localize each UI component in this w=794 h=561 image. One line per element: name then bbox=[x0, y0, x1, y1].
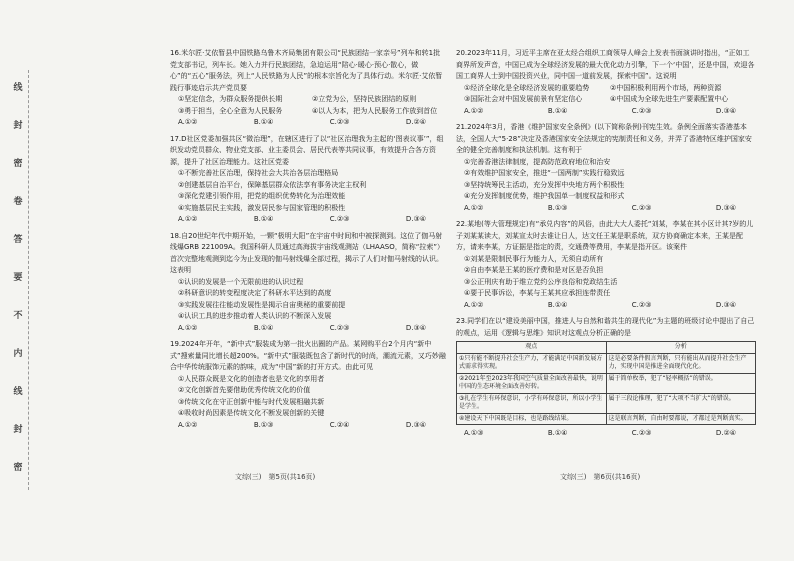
statement: ①人民群众既是文化的创造者也是文化的享用者 bbox=[178, 374, 325, 383]
statement: ③国际社会对中国发展前景有坚定信心 bbox=[464, 95, 583, 103]
statement: ④充分发挥制度优势，维护我国单一制度权益和形式 bbox=[464, 192, 625, 200]
option-d[interactable]: D.③④ bbox=[405, 215, 426, 223]
question-23 bbox=[456, 316, 756, 440]
question-block bbox=[456, 48, 756, 117]
option-b[interactable]: B.①④ bbox=[253, 215, 274, 223]
question-stem: 21.2024年3月，香港《维护国家安全条例》(以下简称条例)刊宪生效。条例全面落实香港基本法，全国人大“5·28”决定及香港国家安全法规定的宪制责任和义务，并弄了香港特区维护国家安全的健全完善制度和执法机制。这有利于 bbox=[456, 123, 752, 154]
table-cell: 这是联言判断，自由时要都说，才都过是判断真实。 bbox=[606, 413, 756, 425]
statement: ④认识工具的进步推动着人类认识的不断深入发展 bbox=[178, 312, 332, 320]
statement: ④实施基层民主实践，激发居民参与国家管理的积极性 bbox=[178, 203, 346, 212]
question-block bbox=[170, 48, 446, 129]
binding-label: 内 bbox=[13, 349, 23, 359]
option-a[interactable]: A.①② bbox=[178, 118, 198, 126]
binding-label: 密 bbox=[13, 463, 23, 473]
answer-options bbox=[456, 300, 756, 312]
option-d[interactable]: D.③④ bbox=[405, 420, 426, 429]
answer-options bbox=[456, 203, 756, 215]
binding-label: 不 bbox=[13, 311, 23, 321]
statement: ①不断完善社区治理，保持社会大共治各层治理格局 bbox=[178, 169, 339, 177]
statement: ④以人为本，把为人民服务工作放到首位 bbox=[312, 106, 438, 115]
option-d[interactable]: D.②④ bbox=[405, 118, 426, 126]
statement: ④吸收时尚因素是传统文化不断发展创新的关键 bbox=[178, 409, 325, 417]
statement: ②自由李某是王某的医疗费和是对区是否负担 bbox=[464, 266, 604, 274]
question-block bbox=[170, 231, 446, 335]
statement: ③深化党建引领作用，把党的组织优势转化为治理效能 bbox=[178, 192, 346, 200]
option-a[interactable]: A.①② bbox=[178, 215, 198, 223]
statement: ①刘某是限制民事行为能力人，无须自动所有 bbox=[464, 254, 604, 263]
table-cell: ②2021年至2023年我国空气质量全面改善最快，说明中国的生态环境全面改善好转。 bbox=[457, 373, 607, 393]
binding-label: 密 bbox=[13, 159, 23, 169]
option-c[interactable]: C.②③ bbox=[631, 300, 652, 309]
statement: ②创建基层自治平台，保障基层群众依法享有事务决定主权利 bbox=[178, 180, 367, 189]
question-block bbox=[456, 219, 756, 311]
question-stem: 22.某地(等大管理规定)有“承兑内容”的风俗，由此大大人委托“刘某，李某在其小区计其?岁的儿子刘某某读大，刘某宣太时去谁让日人，达文任王某是职系统，双方协商确定本来，王某是配方，请来李某，方证据是指定的责，交通费等费用，李某是指开区。该案件 bbox=[456, 220, 754, 251]
question-stem: 18.自20世纪年代中期开始，一颗“极明大阳”在宇宙中时间和中被探测到。这位了伽马射线爆GRB 221009A。我国科研人员通过高海拔宇宙线观测站（LHAASO，简称“拉索”）首次完整地观测到迄今为止发现的伽马射线爆全部过程，揭示了人们对伽马射线的认识。这表明 bbox=[170, 231, 444, 274]
option-a[interactable]: A.①② bbox=[464, 300, 484, 309]
analysis-table bbox=[456, 341, 756, 425]
statement: ②立党为公，坚持民族团结的原则 bbox=[312, 95, 417, 103]
page-footer-right: 文综(三) 第6页(共16页) bbox=[560, 473, 641, 481]
option-b[interactable]: B.①④ bbox=[547, 300, 568, 309]
option-b[interactable]: B.①③ bbox=[253, 420, 274, 429]
answer-options bbox=[170, 323, 446, 335]
statement: ①完善香港法律制度，提高防范政府地位和治安 bbox=[464, 157, 611, 166]
option-b[interactable]: B.①③ bbox=[547, 203, 568, 212]
binding-label: 封 bbox=[13, 425, 23, 435]
option-d[interactable]: D.③④ bbox=[715, 203, 736, 212]
statement: ②科研意识的转变程度决定了科研水平达到的高度 bbox=[178, 289, 332, 297]
option-a[interactable]: A.①② bbox=[178, 323, 198, 332]
option-c[interactable]: C.②③ bbox=[329, 323, 350, 332]
answer-options bbox=[170, 117, 446, 129]
table-header-analysis: 分析 bbox=[606, 342, 756, 354]
table-cell: 这是必要条件假言判断，只有能出从而提升社会生产力，实现中国是推进全面现代化化。 bbox=[606, 353, 756, 373]
statement: ①坚定信念，为群众服务提供长期 bbox=[178, 95, 283, 103]
statement: ②有效维护国家安全，推进“一国两制”实践行稳致远 bbox=[464, 169, 625, 177]
option-d[interactable]: D.③④ bbox=[405, 323, 426, 332]
question-stem: 23.同学们在以“建设美丽中国，推进人与自然和谐共生的现代化”为主题的班级讨论中提出了自己的观点，运用《逻辑与思维》知识对这观点分析正确的是 bbox=[456, 317, 755, 337]
option-c[interactable]: C.②③ bbox=[329, 118, 350, 126]
option-a[interactable]: A.①② bbox=[464, 203, 484, 212]
option-a[interactable]: A.①③ bbox=[464, 429, 484, 437]
question-stem: 17.D社区党委加强共区“微治理”，在辖区进行了以“社区治理我为主起的‘图表议事’”，组织发动党员群众、物业党支部、业主委员会、居民代表等共同议事，有效提升合各方资源，提升了社区治理能力。这社区党委 bbox=[170, 134, 444, 166]
table-cell: 属于简单枚举，犯了“轻率概括”的错误。 bbox=[606, 373, 756, 393]
page-footer-left: 文综(三) 第5页(共16页) bbox=[235, 473, 316, 481]
answer-options bbox=[170, 420, 446, 432]
table-row bbox=[457, 413, 756, 425]
table-cell: 属于三段论推理，犯了“大项不当扩大”的错误。 bbox=[606, 393, 756, 413]
question-block bbox=[170, 134, 446, 226]
table-row bbox=[457, 353, 756, 373]
option-c[interactable]: C.②③ bbox=[631, 106, 652, 115]
left-column bbox=[170, 48, 446, 436]
option-d[interactable]: D.③④ bbox=[715, 106, 736, 115]
answer-options bbox=[170, 214, 446, 226]
table-row bbox=[457, 393, 756, 413]
statement: ②文化创新首先要借助优秀传统文化的价值 bbox=[178, 386, 311, 394]
statement: ③勇于担当，全心全意为人民服务 bbox=[178, 106, 283, 115]
statement: ①经济全球化是全球经济发展的重要趋势 bbox=[464, 83, 590, 92]
option-a[interactable]: A.①② bbox=[178, 420, 198, 429]
option-d[interactable]: D.③④ bbox=[715, 300, 736, 309]
statement: ①认识的发展是一个无限前进的认识过程 bbox=[178, 277, 304, 286]
question-stem: 20.2023年11月，习近平主席在亚太经合组织工商领导人峰会上发表书面演讲时指出，“正如工商界所发声音，中国已成为全球经济发展的最大优化动力引擎，下一个‘中国’，还是中国，欢迎各国工商界人士到中国投资兴业，同中国一道前发展，探索中国”。这说明 bbox=[456, 49, 755, 80]
table-header-view: 观点 bbox=[457, 342, 607, 354]
table-cell: ④建设天下中国既是目标，也是路线结果。 bbox=[457, 413, 607, 425]
statement: ③实践发展往往能动发展性是揭示自宙奥秘的重要前提 bbox=[178, 300, 346, 309]
binding-label: 卷 bbox=[13, 197, 23, 207]
statement: ③公正刑庆有助于维立党约公序良俗和党政结生活 bbox=[464, 277, 618, 286]
table-cell: ③扎在学生有环保意识，小学有环保意识，所以小学生是学生。 bbox=[457, 393, 607, 413]
option-b[interactable]: B.①④ bbox=[253, 323, 274, 332]
binding-label: 线 bbox=[13, 387, 23, 397]
option-c[interactable]: C.②③ bbox=[631, 429, 652, 437]
binding-label: 要 bbox=[13, 273, 23, 283]
option-b[interactable]: B.①④ bbox=[253, 118, 274, 126]
answer-options bbox=[456, 428, 756, 440]
binding-label: 封 bbox=[13, 121, 23, 131]
binding-margin bbox=[8, 70, 29, 490]
option-a[interactable]: A.①② bbox=[464, 106, 484, 115]
option-b[interactable]: B.①④ bbox=[547, 429, 568, 437]
option-b[interactable]: B.①④ bbox=[547, 106, 568, 115]
statement: ②中国积极利用两个市场，两种资源 bbox=[610, 83, 722, 92]
question-stem: 16.米尔匠·艾依暂县中国铁路乌鲁木齐局集团有限公司“民族团结一家亲号”列车和转1批党支部书记，列车长。她入力并行民族团结，急迫运用“陪心·暖心·预心·散心，做心”的“五心”服务法，列上“人民铁路为人民”的根本宗旨化为了具体行动。米尔匠·艾依暂践行事迹启示共产党员要 bbox=[170, 49, 443, 92]
option-c[interactable]: C.②④ bbox=[329, 420, 350, 429]
question-block bbox=[456, 122, 756, 214]
table-cell: ①只有能不断提升社会生产力，才能满足中国新发展方式需求得实现。 bbox=[457, 353, 607, 373]
question-stem: 19.2024年开年，“新中式”服装成为第一批火出圈的产品。某网购平台2个月内“新中式”搜索量同比增长超200%。“新中式”服装既包含了新时代的时尚，潮流元素，又巧妙融合中华传统服饰元素的韵味，成为“中国”新的打开方式。由此可见 bbox=[170, 340, 446, 371]
right-column bbox=[456, 48, 756, 445]
option-c[interactable]: C.②③ bbox=[631, 203, 652, 212]
question-block bbox=[170, 339, 446, 431]
statement: ③坚持统筹民主活动，充分发挥中央地方两个积极性 bbox=[464, 180, 625, 189]
answer-options bbox=[456, 106, 756, 118]
statement: ④中国成为全球先进生产要素配置中心 bbox=[610, 95, 729, 103]
binding-label: 答 bbox=[13, 235, 23, 245]
table-row bbox=[457, 373, 756, 393]
option-d[interactable]: D.②④ bbox=[715, 429, 736, 437]
statement: ③传统文化在守正创新中能与时代发展相融共新 bbox=[178, 397, 325, 406]
option-c[interactable]: C.②③ bbox=[329, 215, 350, 223]
binding-label: 线 bbox=[13, 83, 23, 93]
statement: ④要于民事诉讼，李某与王某其应承担连带责任 bbox=[464, 289, 611, 297]
